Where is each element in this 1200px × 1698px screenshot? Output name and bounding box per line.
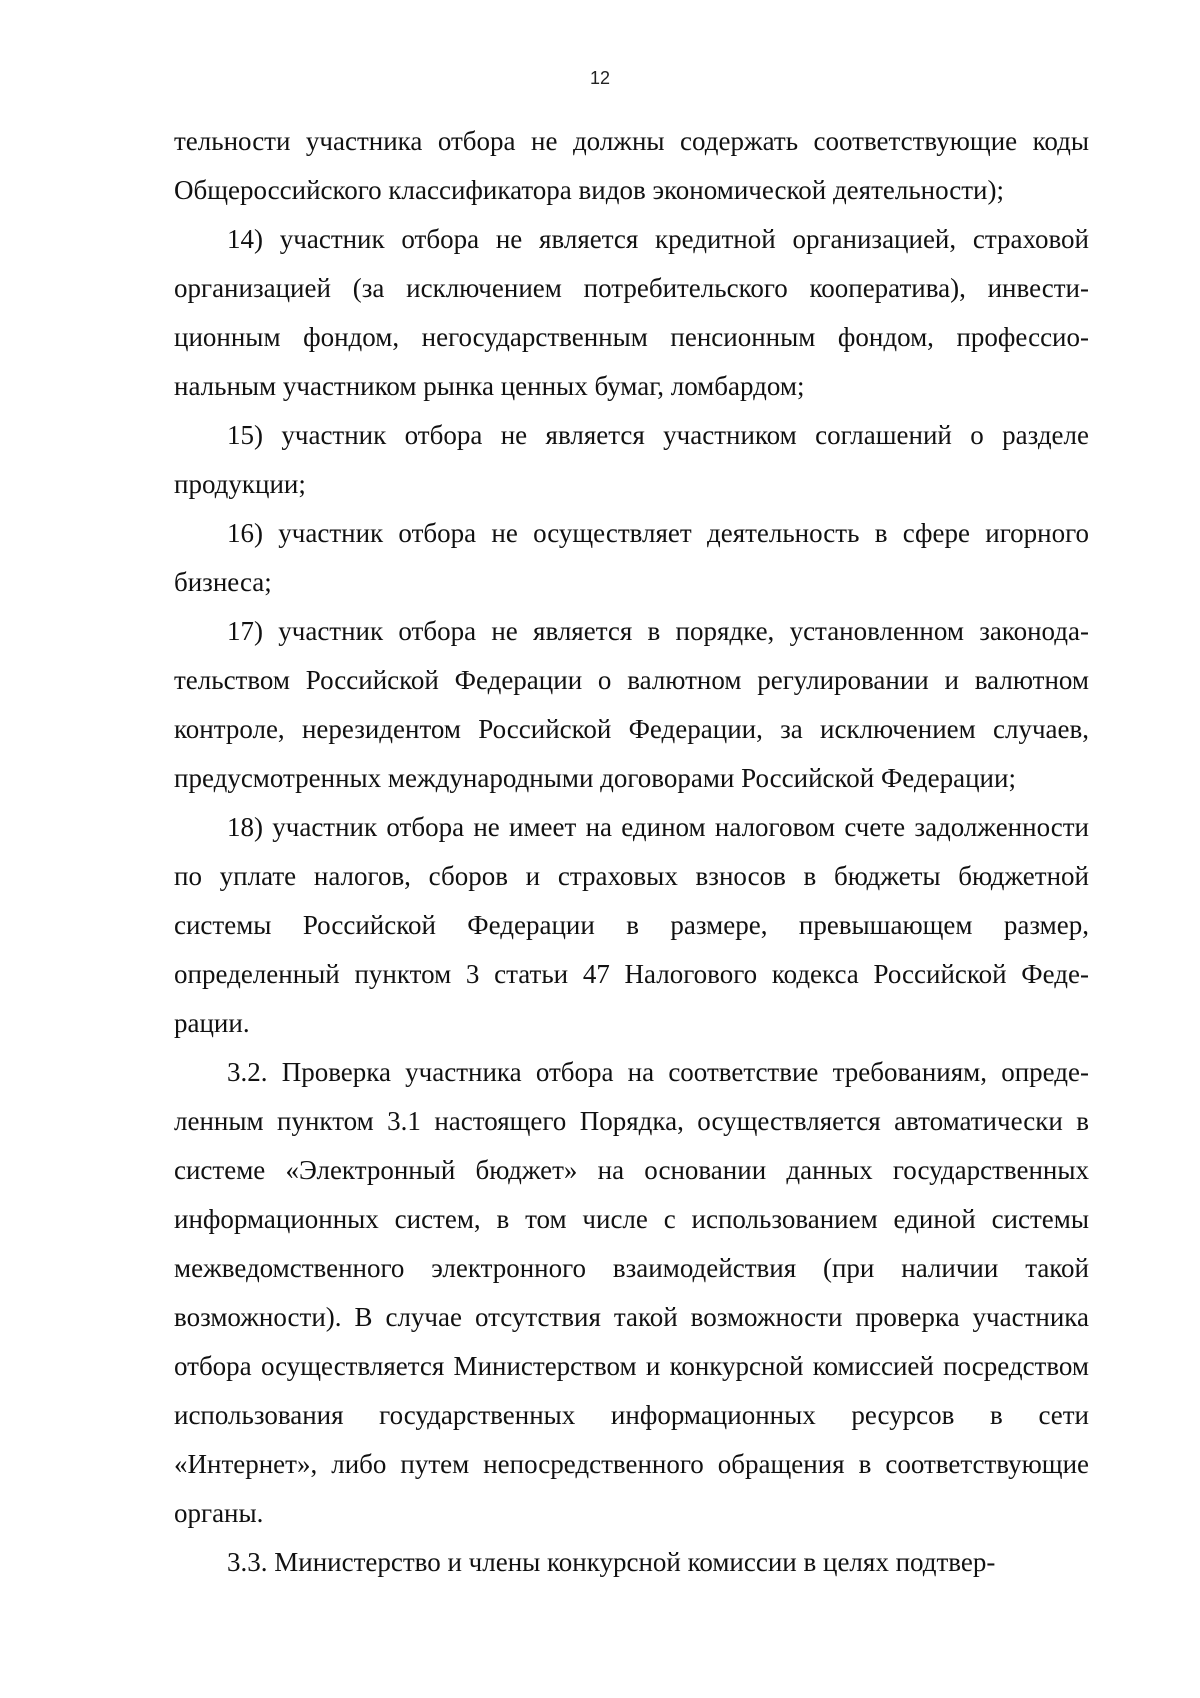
document-body (174, 117, 1089, 1587)
paragraph-item-17: 17) участник отбора не является в порядке, установленном законодательством Российской Федерации о валютном регулировании и валютном контроле, нерезидентом Российской Федерации, за исключением случаев, предусмотренных международными договорами Российской Федерации; (174, 616, 1089, 793)
paragraph-item-15: 15) участник отбора не является участником соглашений о разделе продукции; (174, 420, 1089, 499)
paragraph-item-14: 14) участник отбора не является кредитной организацией, страховой организацией (за исключением потребительского кооператива), инвестиционным фондом, негосударственным пенсионным фондом, профессиональным участником рынка ценных бумаг, ломбардом; (174, 224, 1089, 401)
paragraph-section-3-2: 3.2. Проверка участника отбора на соответствие требованиям, определенным пунктом 3.1 настоящего Порядка, осуществляется автоматически в системе «Электронный бюджет» на основании данных государственных информационных систем, в том числе с использованием единой системы межведомственного электронного взаимодействия (при наличии такой возможности). В случае отсутствия такой возможности проверка участника отбора осуществляется Министерством и конкурсной комиссией посредством использования государственных информационных ресурсов в сети «Интернет», либо путем непосредственного обращения в соответствующие органы. (174, 1057, 1089, 1528)
paragraph-item-18: 18) участник отбора не имеет на едином налоговом счете задолженности по уплате налогов, сборов и страховых взносов в бюджеты бюджетной системы Российской Федерации в размере, превышающем размер, определенный пунктом 3 статьи 47 Налогового кодекса Российской Федерации. (174, 812, 1089, 1038)
paragraph-item-16: 16) участник отбора не осуществляет деятельность в сфере игорного бизнеса; (174, 518, 1089, 597)
page-number: 12 (589, 68, 611, 88)
paragraph-section-3-3: 3.3. Министерство и члены конкурсной комиссии в целях подтвер- (227, 1547, 996, 1577)
paragraph-continuation: тельности участника отбора не должны содержать соответствующие коды Общероссийского классификатора видов экономической деятельности); (174, 126, 1089, 205)
